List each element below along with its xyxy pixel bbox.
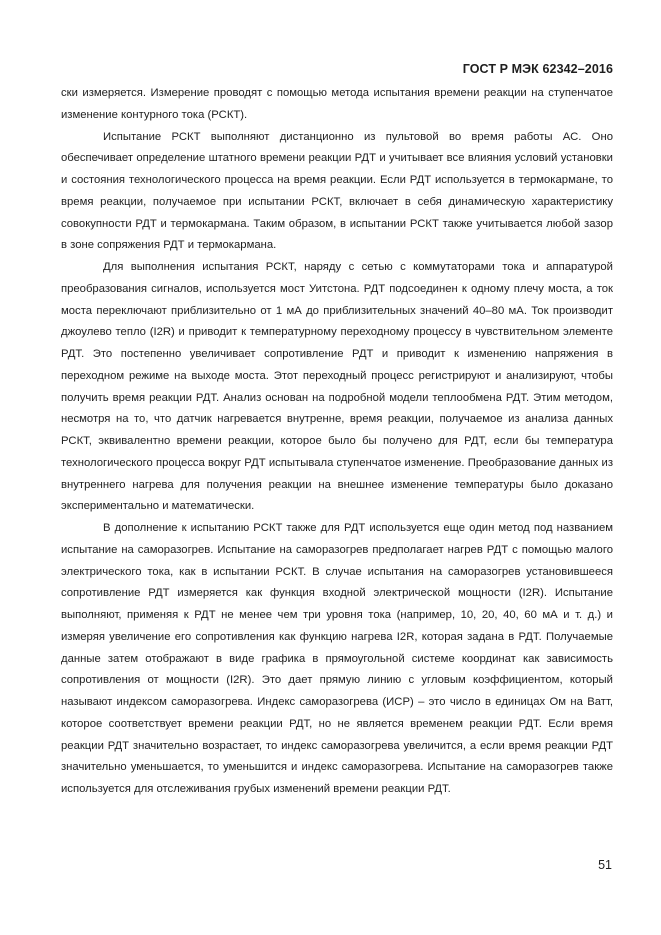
paragraph-rskt-remote: Испытание РСКТ выполняют дистанционно из пультовой во время работы АС. Оно обеспечивает определение штатного времени реакции РДТ и учитывает все влияния условий установки и состояния технологического процесса на время реакции. Если РДТ используется в термокармане, то время реакции, получаемое при испытании РСКТ, включает в себя динамическую характеристику совокупности РДТ и термокармана. Таким образом, в испытании РСКТ также учитывается любой зазор в зоне сопряжения РДТ и термокармана. — [61, 130, 613, 252]
paragraph-continuation: ски измеряется. Измерение проводят с помощью метода испытания времени реакции на ступенчатое изменение контурного тока (РСКТ). — [61, 87, 613, 121]
paragraph-rskt-bridge: Для выполнения испытания РСКТ, наряду с сетью с коммутаторами тока и аппаратурой преобразования сигналов, используется мост Уитстона. РДТ подсоединен к одному плечу моста, а ток моста переключают приблизительно от 1 мА до приблизительных значений 40–80 мА. Ток производит джоулево тепло (I2R) и приводит к температурному переходному процессу в чувствительном элементе РДТ. Это постепенно увеличивает сопротивление РДТ и приводит к изменению напряжения в переходном режиме на выходе моста. Этот переходный процесс регистрируют и анализируют, чтобы получить время реакции РДТ. Анализ основан на подробной модели теплообмена РДТ. Этим методом, несмотря на то, что датчик нагревается внутренне, время реакции, получаемое из анализа данных РСКТ, эквивалентно времени реакции, которое было бы получено для РДТ, если бы температура технологического процесса вокруг РДТ испытывала ступенчатое изменение. Преобразование данных из внутреннего нагрева для получения реакции на внешнее изменение температуры было доказано экспериментально и математически. — [61, 261, 613, 513]
standard-header: ГОСТ Р МЭК 62342–2016 — [462, 62, 613, 76]
body-text — [61, 83, 613, 801]
paragraph-self-heating: В дополнение к испытанию РСКТ также для РДТ используется еще один метод под названием испытание на саморазогрев. Испытание на саморазогрев предполагает нагрев РДТ с помощью малого электрического тока, как в испытании РСКТ. В случае испытания на саморазогрев установившееся сопротивление РДТ измеряется как функция входной электрической мощности (I2R). Испытание выполняют, применяя к РДТ не менее чем три уровня тока (например, 10, 20, 40, 60 мА и т. д.) и измеряя увеличение его сопротивления как функцию нагрева I2R, которая задана в РДТ. Получаемые данные затем отображают в виде графика в прямоугольной системе координат как зависимость сопротивления от мощности (I2R). Это дает прямую линию с угловым коэффициентом, который называют индексом саморазогрева. Индекс саморазогрева (ИСР) – это число в единицах Ом на Ватт, которое соответствует времени реакции РДТ, но не является временем реакции РДТ. Если время реакции РДТ значительно возрастает, то индекс саморазогрева увеличится, а если время реакции РДТ значительно уменьшается, то уменьшится и индекс саморазогрева. Испытание на саморазогрев также используется для отслеживания грубых изменений времени реакции РДТ. — [61, 522, 613, 795]
page-number: 51 — [598, 858, 612, 872]
